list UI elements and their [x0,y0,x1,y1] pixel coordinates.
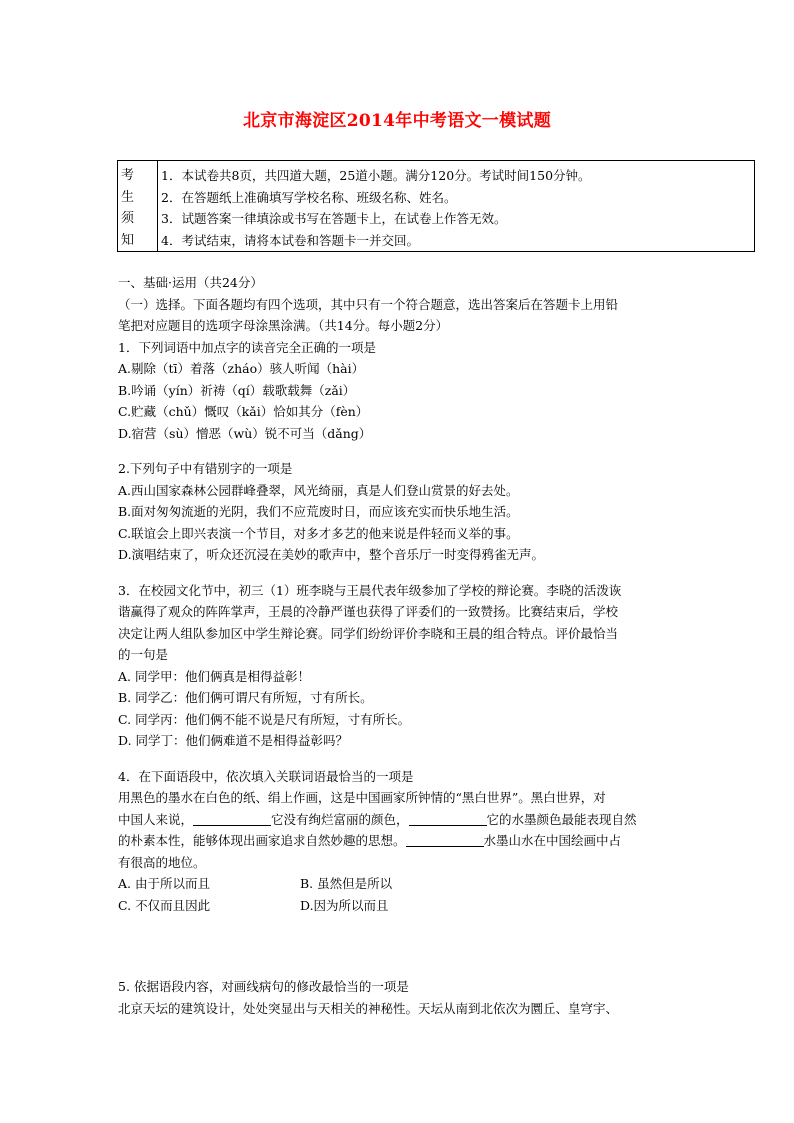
question-1-option: A.剔除（tī）着落（zháo）骇人听闻（hài） [118,361,365,376]
question-2-option: D.演唱结束了，听众还沉浸在美妙的歌声中，整个音乐厅一时变得鸦雀无声。 [118,547,545,562]
notice-item: 4．考试结束，请将本试卷和答题卡一并交回。 [161,232,419,248]
question-4-stem: 4．在下面语段中，依次填入关联词语最恰当的一项是 [118,768,414,784]
passage-text: 的朴素本性，能够体现出画家追求自然妙趣的思想。 [118,833,406,848]
notice-item: 1．本试卷共8页，共四道大题，25道小题。满分120分。考试时间150分钟。 [161,168,591,183]
question-5-stem: 5. 依据语段内容，对画线病句的修改最恰当的一项是 [118,979,409,994]
question-5-passage-line: 北京天坛的建筑设计，处处突显出与天相关的神秘性。天坛从南到北依次为圜丘、皇穹宇、 [118,1000,619,1016]
fill-blank-3 [406,832,484,847]
question-4-passage-line [118,830,678,852]
section-heading: 一、基础·运用（共24分） [118,275,263,290]
passage-text: 水墨山水在中国绘画中占 [483,833,622,848]
question-2-option: C.联谊会上即兴表演一个节目，对多才多艺的他来说是件轻而义举的事。 [118,525,519,541]
notice-head-char: 知 [121,232,135,248]
question-3-option: A. 同学甲：他们俩真是相得益彰！ [118,668,310,684]
question-4-option: D.因为所以而且 [300,897,389,913]
passage-text: 它没有绚烂富丽的颜色， [271,811,409,827]
question-3-stem-line: 谐赢得了观众的阵阵掌声，王晨的冷静严谨也获得了评委们的一致赞扬。比赛结束后，学校 [118,604,619,619]
question-3-option: D. 同学丁：他们俩难道不是相得益彰吗？ [118,733,349,748]
notice-body-cell [158,161,754,251]
question-4-option: C. 不仅而且因此 [118,897,211,913]
question-3-stem-line: 3．在校园文化节中，初三（1）班李晓与王晨代表年级参加了学校的辩论赛。李晓的活泼诙 [118,582,622,598]
notice-head-char: 生 [121,189,135,205]
passage-text: 中国人来说， [118,811,194,827]
question-4-option: A. 由于所以而且 [118,876,210,891]
question-4-options-row [118,895,678,917]
question-2-option: A.西山国家森林公园群峰叠翠，风光绮丽，真是人们登山赏景的好去处。 [118,482,519,498]
question-1-stem: 1．下列词语中加点字的读音完全正确的一项是 [118,339,376,355]
question-3-option: B. 同学乙：他们俩可谓尺有所短，寸有所长。 [118,690,373,705]
section-intro-line: （一）选择。下面各题均有四个选项，其中只有一个符合题意，选出答案后在答题卡上用铅 [118,296,619,312]
question-4-passage-line [118,809,678,831]
notice-table [117,160,755,252]
section-intro-line: 笔把对应题目的选项字母涂黑涂满。（共14分。每小题2分） [118,318,449,333]
question-4-option: B. 虽然但是所以 [300,876,393,891]
notice-head-char: 考 [121,168,135,183]
question-3-stem-line: 决定让两人组队参加区中学生辩论赛。同学们纷纷评价李晓和王晨的组合特点。评价最恰当 [118,625,619,641]
question-3-stem-line: 的一句是 [118,647,169,662]
question-4-options-row [118,873,678,895]
question-1-option: B.吟诵（yín）祈祷（qí）载歌载舞（zǎi） [118,382,356,398]
question-2-option: B.面对匆匆流逝的光阴，我们不应荒废时日，而应该充实而快乐地生活。 [118,504,519,519]
question-1-option: C.贮藏（chǔ）慨叹（kǎi）恰如其分（fèn） [118,404,369,419]
exam-content [118,272,678,1019]
fill-blank-2 [409,811,487,826]
question-3-option: C. 同学丙：他们俩不能不说是尺有所短，寸有所长。 [118,711,411,727]
passage-text: 它的水墨颜色最能表现自然 [486,811,637,827]
page-title: 北京市海淀区2014年中考语文一模试题 [242,111,551,131]
fill-blank-1 [193,811,271,826]
notice-head-char: 须 [121,211,135,226]
question-2-stem: 2.下列句子中有错别字的一项是 [118,461,293,476]
question-4-passage-line: 用黑色的墨水在白色的纸、绢上作画，这是中国画家所钟情的“黑白世界”。黑白世界，对 [118,790,606,805]
notice-header-cell [118,161,158,251]
question-4-passage-line: 有很高的地位。 [118,854,206,870]
notice-item: 3．试题答案一律填涂或书写在答题卡上，在试卷上作答无效。 [161,211,507,226]
question-1-option: D.宿营（sù）憎恶（wù）锐不可当（dǎng） [118,425,372,441]
notice-item: 2．在答题纸上准确填写学校名称、班级名称、姓名。 [161,189,457,205]
